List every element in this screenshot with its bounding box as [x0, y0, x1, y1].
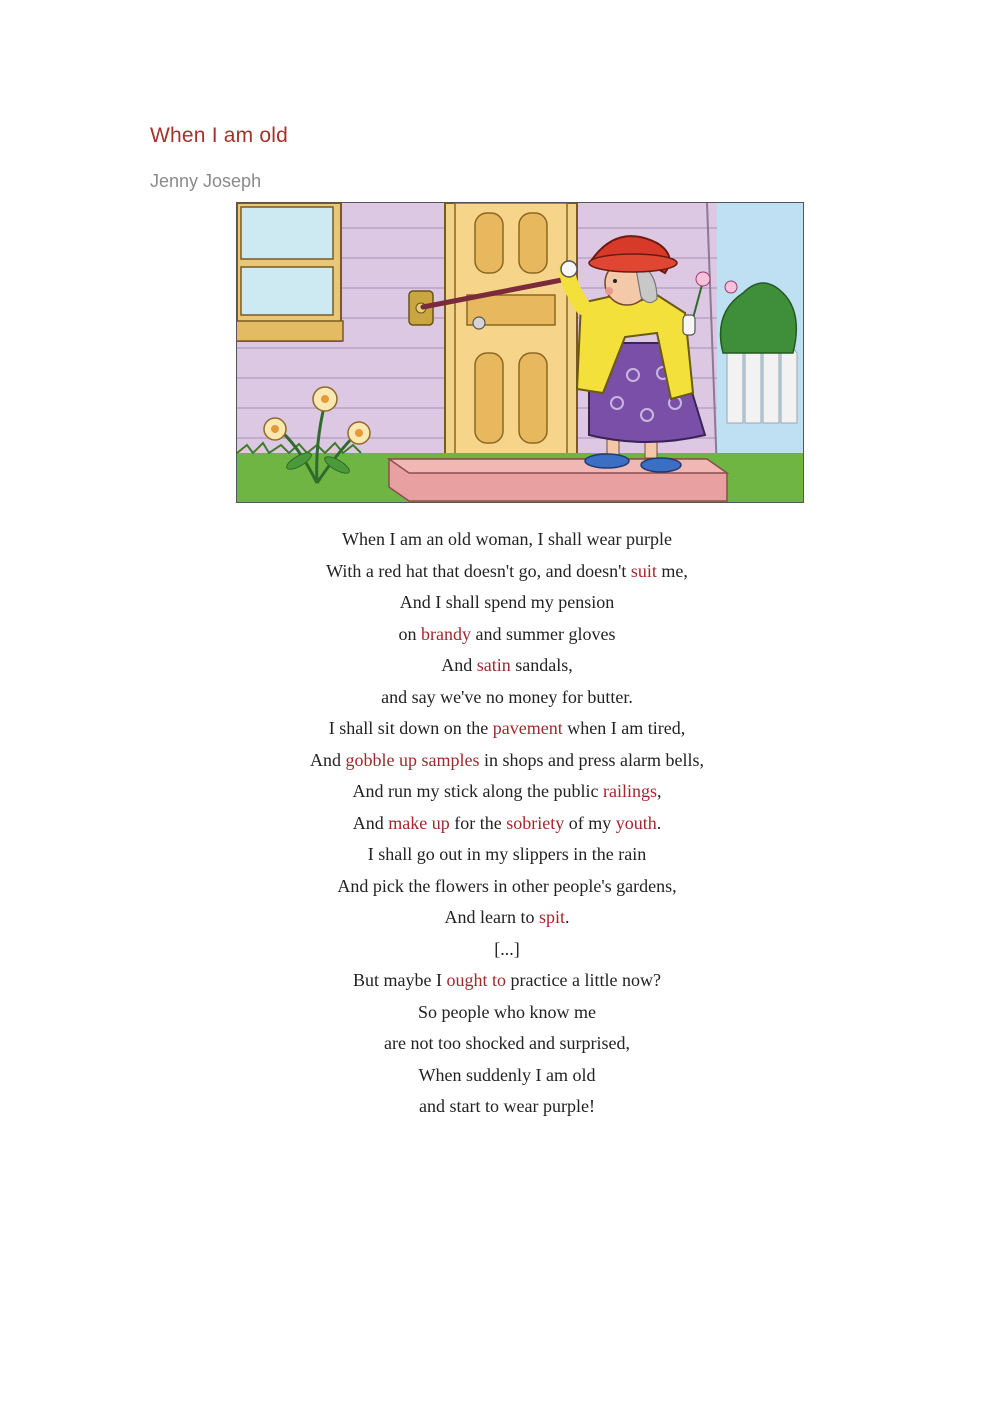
highlighted-word: railings — [602, 781, 657, 801]
poem-text: of my — [564, 812, 616, 833]
poem-text: for the — [449, 812, 507, 833]
poem-text: So people who know me — [418, 1001, 596, 1022]
poem-line — [200, 1060, 814, 1092]
poem-text: And — [352, 812, 389, 833]
poem-line — [200, 997, 814, 1029]
poem-line — [200, 871, 814, 903]
page-title: When I am old — [150, 124, 288, 147]
poem-text: And pick the flowers in other people's gardens, — [337, 875, 677, 896]
poem-line — [200, 808, 814, 840]
poem-text: When I am an old woman, I shall wear purple — [342, 529, 672, 549]
poem-line — [200, 1028, 814, 1060]
poem-line — [200, 682, 814, 714]
poem-text: When suddenly I am old — [418, 1064, 596, 1085]
poem-line — [200, 587, 814, 619]
author-name: Jenny Joseph — [150, 171, 262, 191]
poem-text: But maybe I — [353, 970, 447, 990]
poem-line — [200, 839, 814, 871]
poem-line — [200, 650, 814, 682]
poem-text: when I am tired, — [562, 718, 686, 738]
highlighted-word: sobriety — [506, 812, 565, 833]
poem-text: and summer gloves — [471, 623, 616, 644]
poem-text: And I shall spend my pension — [399, 592, 615, 612]
poem-line — [200, 745, 814, 777]
poem-text: sandals, — [510, 655, 573, 675]
poem-text: And learn to — [444, 907, 539, 927]
highlighted-word: spit — [538, 907, 565, 927]
poem-line — [200, 776, 814, 808]
poem-line — [200, 1091, 814, 1123]
poem-text: practice a little now? — [506, 970, 661, 990]
poem-text: are not too shocked and surprised, — [384, 1033, 630, 1053]
highlighted-word: youth — [615, 812, 657, 833]
poem-text: And — [441, 655, 477, 675]
poem-text: , — [656, 781, 662, 801]
poem-text: . — [565, 907, 570, 927]
highlighted-word: brandy — [421, 623, 471, 644]
poem-line — [200, 934, 814, 966]
poem-line — [200, 619, 814, 651]
highlighted-word: make up — [388, 812, 450, 833]
poem-text: and start to wear purple! — [419, 1096, 595, 1116]
poem-illustration — [236, 202, 804, 503]
poem-text: I shall go out in my slippers in the rain — [367, 844, 647, 864]
poem-text: on — [398, 623, 422, 644]
poem-text: in shops and press alarm bells, — [479, 749, 704, 770]
poem-body — [200, 524, 814, 1123]
highlighted-word: satin — [476, 655, 511, 675]
highlighted-word: ought to — [446, 970, 507, 990]
highlighted-word: gobble up samples — [345, 749, 480, 770]
highlighted-word: pavement — [492, 718, 563, 738]
poem-line — [200, 713, 814, 745]
poem-text: [...] — [494, 938, 520, 959]
highlighted-word: suit — [630, 560, 657, 581]
poem-text: I shall sit down on the — [328, 718, 493, 738]
poem-line — [200, 556, 814, 588]
poem-text: With a red hat that doesn't go, and doesn't — [326, 560, 631, 581]
poem-text: me, — [656, 560, 688, 581]
poem-line — [200, 524, 814, 556]
poem-text: and say we've no money for butter. — [381, 686, 633, 707]
poem-text: And run my stick along the public — [352, 781, 603, 801]
poem-text: And — [310, 749, 346, 770]
poem-line — [200, 965, 814, 997]
old-woman-knocking-door-image — [237, 203, 804, 503]
poem-line — [200, 902, 814, 934]
poem-text: . — [656, 812, 662, 833]
